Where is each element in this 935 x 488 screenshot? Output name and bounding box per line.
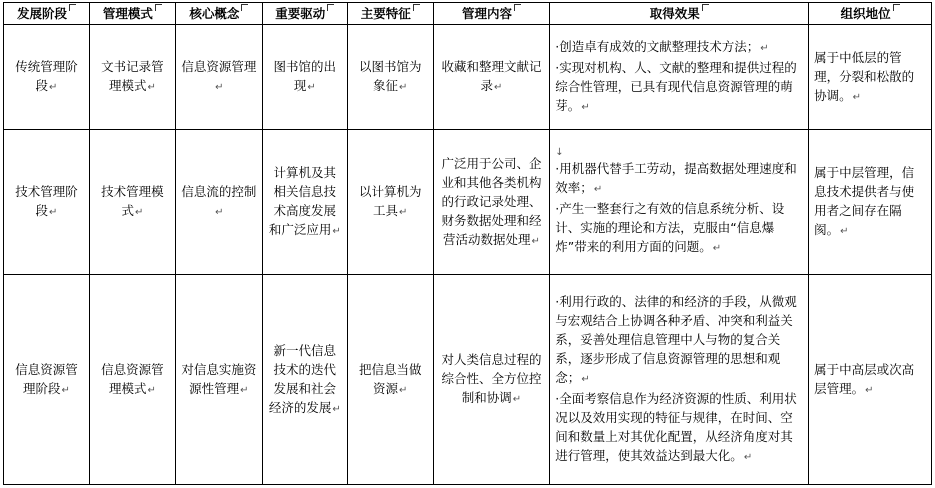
header-feature: 主要特征	[347, 3, 433, 25]
cell-concept: 对信息实施资源性管理 ↵	[175, 275, 262, 485]
paragraph-mark-icon	[215, 82, 223, 93]
paragraph-mark-icon	[744, 452, 752, 463]
cell-stage: 传统管理阶段 ↵	[4, 25, 90, 130]
cell-mode: 文书记录管理模式 ↵	[89, 25, 175, 130]
cell-content: 对人类信息过程的综合性、全方位控制和协调 ↵	[433, 275, 550, 485]
effect-item: ·创造卓有成效的文献整理技术方法； ↵	[555, 37, 803, 58]
cell-marker-icon	[327, 4, 334, 11]
table-row	[4, 25, 932, 130]
effect-item: ·用机器代替手工劳动，提高数据处理速度和效率； ↵	[555, 159, 803, 199]
header-mode: 管理模式	[89, 3, 175, 25]
line-break-mark-icon	[555, 147, 803, 159]
header-concept: 核心概念	[175, 3, 262, 25]
effect-item: ·产生一整套行之有效的信息系统分析、设计、实施的理论和方法，克服由“信息爆炸”带来的利用方面的问题。 ↵	[555, 199, 803, 258]
cell-marker-icon	[241, 4, 248, 11]
paragraph-mark-icon	[49, 207, 57, 218]
paragraph-mark-icon	[399, 82, 407, 93]
paragraph-mark-icon	[307, 82, 315, 93]
cell-stage: 技术管理阶段 ↵	[4, 130, 90, 275]
cell-marker-icon	[514, 4, 521, 11]
paragraph-mark-icon	[49, 82, 57, 93]
cell-driver: 新一代信息技术的迭代发展和社会经济的发展 ↵	[262, 275, 347, 485]
paragraph-mark-icon	[62, 385, 70, 396]
effect-item: ·实现对机构、人、文献的整理和提供过程的综合性管理，已具有现代信息资源管理的萌芽。 ↵	[555, 58, 803, 117]
paragraph-mark-icon	[594, 184, 602, 195]
cell-mode: 技术管理模式 ↵	[89, 130, 175, 275]
paragraph-mark-icon	[215, 207, 223, 218]
effect-item: ·利用行政的、法律的和经济的手段，从微观与宏观结合上协调各种矛盾、冲突和利益关系，妥善处理信息管理中人与物的复合关系，逐步形成了信息资源管理的思想和观念； ↵	[555, 292, 803, 389]
cell-driver: 图书馆的出现 ↵	[262, 25, 347, 130]
cell-effects	[550, 130, 809, 275]
cell-stage: 信息资源管理阶段 ↵	[4, 275, 90, 485]
header-effects: 取得效果	[550, 3, 809, 25]
cell-content: 收藏和整理文献记录 ↵	[433, 25, 550, 130]
paragraph-mark-icon	[399, 207, 407, 218]
cell-marker-icon	[702, 4, 709, 11]
cell-marker-icon	[69, 4, 76, 11]
paragraph-mark-icon	[713, 243, 721, 254]
table-row	[4, 275, 932, 485]
cell-effects	[550, 25, 809, 130]
cell-driver: 计算机及其相关信息技术高度发展和广泛应用 ↵	[262, 130, 347, 275]
paragraph-mark-icon	[240, 385, 248, 396]
paragraph-mark-icon	[332, 226, 340, 237]
cell-concept: 信息流的控制 ↵	[175, 130, 262, 275]
paragraph-mark-icon	[760, 43, 768, 54]
paragraph-mark-icon	[840, 226, 848, 237]
cell-feature: 以图书馆为象征 ↵	[347, 25, 433, 130]
cell-position: 属于中层管理，信息技术提供者与使用者之间存在隔阂。 ↵	[809, 130, 932, 275]
paragraph-mark-icon	[513, 394, 521, 405]
header-stage: 发展阶段	[4, 3, 90, 25]
header-driver: 重要驱动	[262, 3, 347, 25]
paragraph-mark-icon	[581, 374, 589, 385]
paragraph-mark-icon	[581, 102, 589, 113]
paragraph-mark-icon	[399, 385, 407, 396]
cell-marker-icon	[893, 4, 900, 11]
cell-marker-icon	[413, 4, 420, 11]
paragraph-mark-icon	[865, 385, 873, 396]
cell-content: 广泛用于公司、企业和其他各类机构的行政记录处理、财务数据处理和经营活动数据处理 ↵	[433, 130, 550, 275]
cell-concept: 信息资源管理 ↵	[175, 25, 262, 130]
cell-feature: 以计算机为工具 ↵	[347, 130, 433, 275]
stage-comparison-table	[3, 2, 932, 485]
cell-position: 属于中低层的管理，分裂和松散的协调。 ↵	[809, 25, 932, 130]
paragraph-mark-icon	[332, 404, 340, 415]
paragraph-mark-icon	[135, 207, 143, 218]
cell-feature: 把信息当做资源 ↵	[347, 275, 433, 485]
header-position: 组织地位	[809, 3, 932, 25]
table-row	[4, 130, 932, 275]
paragraph-mark-icon	[147, 82, 155, 93]
cell-marker-icon	[155, 4, 162, 11]
cell-mode: 信息资源管理模式 ↵	[89, 275, 175, 485]
cell-position: 属于中高层或次高层管理。 ↵	[809, 275, 932, 485]
cell-effects	[550, 275, 809, 485]
paragraph-mark-icon	[853, 92, 861, 103]
table-header-row	[4, 3, 932, 25]
paragraph-mark-icon	[494, 82, 502, 93]
effect-item: ·全面考察信息作为经济资源的性质、利用状况以及效用实现的特征与规律，在时间、空间和数量上对其优化配置，从经济角度对其进行管理，使其效益达到最大化。 ↵	[555, 389, 803, 467]
header-content: 管理内容	[433, 3, 550, 25]
paragraph-mark-icon	[532, 236, 540, 247]
paragraph-mark-icon	[147, 385, 155, 396]
